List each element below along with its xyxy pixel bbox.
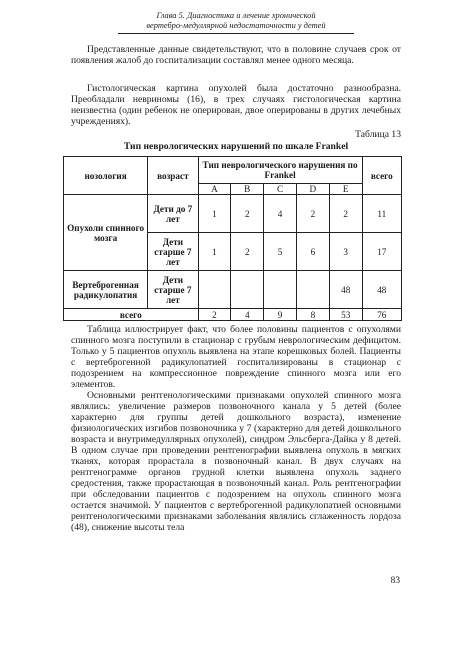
header-line-2: вертебро-медуллярной недостаточности у детей (146, 21, 326, 30)
table-row (64, 271, 402, 309)
grade-d: D (296, 184, 329, 195)
frankel-table (63, 156, 402, 321)
value-cell: 2 (296, 195, 329, 233)
running-header (118, 11, 354, 31)
value-cell: 2 (231, 233, 264, 271)
table-row (64, 195, 402, 233)
total-cell: 76 (362, 309, 401, 321)
value-cell (231, 271, 264, 309)
paragraph: Основными рентгенологическими признаками опухолей спинного мозга являлись: увеличение размеров позвоночного канала у 5 детей (более характерно для группы детей дошкольного возраста), изменение физиологических изгибов позвоночника у 7 (характерно для детей дошкольного возраста и внутримедуллярных опухолей), синдром Эльсберга-Дайка у 8 детей. В одном случае при проведении рентгенографии выявлена опухоль в мягких тканях, которая прорастала в позвоночный канал. В двух случаях на рентгенограмме органов грудной клетки выявлена опухоль заднего средостения, также прорастающая в позвоночный канал. Роль рентгенографии при обследовании пациентов с подозрением на опухоль спинного мозга остается значимой. У пациентов с вертеброгенной радикулопатией основными рентгенологическими признаками заболевания являлись сглаженность лордоза (48), снижение высоты тела (71, 390, 401, 533)
grade-c: C (264, 184, 297, 195)
header-line-1: Глава 5. Диагностика и лечение хронической (156, 11, 316, 20)
value-cell: 1 (198, 195, 231, 233)
nosology-tumor: Опухоли спинного мозга (64, 195, 148, 271)
age-cell: Дети старше 7 лет (148, 233, 198, 271)
grade-e: E (329, 184, 362, 195)
value-cell: 2 (198, 309, 231, 321)
total-cell: 11 (362, 195, 401, 233)
header-frankel-group: Тип неврологического нарушения по Frankel (198, 157, 362, 184)
total-cell: 17 (362, 233, 401, 271)
age-cell: Дети до 7 лет (148, 195, 198, 233)
value-cell: 4 (231, 309, 264, 321)
paragraphs-bottom-block (71, 324, 401, 533)
value-cell: 3 (329, 233, 362, 271)
value-cell: 6 (296, 233, 329, 271)
value-cell: 9 (264, 309, 297, 321)
value-cell (198, 271, 231, 309)
value-cell: 48 (329, 271, 362, 309)
age-cell: Дети старше 7 лет (148, 271, 198, 309)
value-cell: 53 (329, 309, 362, 321)
value-cell (296, 271, 329, 309)
grade-a: A (198, 184, 231, 195)
header-total: всего (362, 157, 401, 195)
value-cell: 2 (231, 195, 264, 233)
paragraph-1-block (71, 44, 401, 66)
header-nosology: нозология (64, 157, 148, 195)
table-header-row (64, 157, 402, 184)
value-cell: 8 (296, 309, 329, 321)
paragraph: Таблица иллюстрирует факт, что более половины пациентов с опухолями спинного мозга поступили в стационар с грубым неврологическим дефицитом. Только у 5 пациентов опухоль выявлена на этапе корешковых болей. Пациенты с вертеброгенной радикулопатией госпитализированы в стационар с подозрением на компрессионное повреждение спинного мозга или его элементов. (71, 324, 401, 390)
value-cell: 2 (329, 195, 362, 233)
grade-b: B (231, 184, 264, 195)
value-cell (264, 271, 297, 309)
header-rule (118, 33, 354, 34)
page-number: 83 (390, 576, 400, 586)
value-cell: 5 (264, 233, 297, 271)
paragraph: Гистологическая картина опухолей была достаточно разнообразна. Преобладали невриномы (16), в трех случаях гистологическая картина неизвестна (один ребенок не оперирован, двое оперированы в других лечебных учреждениях). (71, 83, 401, 127)
value-cell: 1 (198, 233, 231, 271)
table-number: Таблица 13 (355, 129, 401, 140)
paragraph-2-block (71, 83, 401, 127)
table-total-row (64, 309, 402, 321)
paragraph: Представленные данные свидетельствуют, что в половине случаев срок от появления жалоб до госпитализации составлял менее одного месяца. (71, 44, 401, 66)
table-title: Тип неврологических нарушений по шкале Frankel (123, 141, 349, 152)
header-age: возраст (148, 157, 198, 195)
total-cell: 48 (362, 271, 401, 309)
total-label: всего (64, 309, 199, 321)
value-cell: 4 (264, 195, 297, 233)
nosology-radiculopathy: Вертеброгенная радикулопатия (64, 271, 148, 309)
